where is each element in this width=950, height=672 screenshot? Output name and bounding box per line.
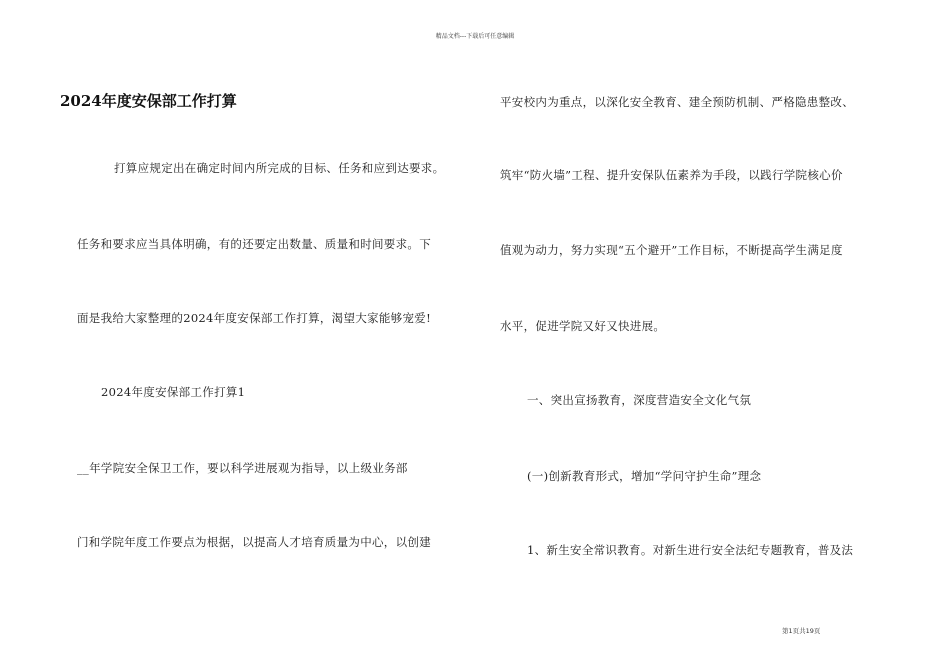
header-note: 精品文档---下载后可任意编辑 [435, 33, 515, 40]
left-line-6: 门和学院年度工作要点为根据，以提高人才培育质量为中心，以创建 [77, 535, 431, 549]
left-line-5: __年学院安全保卫工作，要以科学进展观为指导，以上级业务部 [77, 461, 408, 475]
document-title: 2024年度安保部工作打算 [60, 92, 237, 110]
right-line-6: (一)创新教育形式，增加“学问守护生命”理念 [527, 469, 762, 483]
page-number: 第1页共19页 [782, 627, 821, 635]
left-line-1: 打算应规定出在确定时间内所完成的目标、任务和应到达要求。 [114, 161, 445, 175]
right-line-5: 一、突出宣扬教育，深度营造安全文化气氛 [527, 393, 752, 407]
left-line-3: 面是我给大家整理的2024年度安保部工作打算，渴望大家能够宠爱! [77, 311, 431, 325]
right-line-3: 值观为动力，努力实现“五个避开”工作目标，不断提高学生满足度 [500, 243, 843, 257]
left-line-4: 2024年度安保部工作打算1 [101, 385, 246, 399]
right-line-2: 筑牢“防火墙”工程、提升安保队伍素养为手段，以践行学院核心价 [500, 168, 843, 182]
right-line-1: 平安校内为重点，以深化安全教育、建全预防机制、严格隐患整改、 [500, 95, 854, 109]
left-line-2: 任务和要求应当具体明确，有的还要定出数量、质量和时间要求。下 [77, 237, 431, 251]
right-line-4: 水平，促进学院又好又快进展。 [500, 319, 666, 333]
right-line-7: 1、新生安全常识教育。对新生进行安全法纪专题教育，普及法 [527, 543, 854, 557]
